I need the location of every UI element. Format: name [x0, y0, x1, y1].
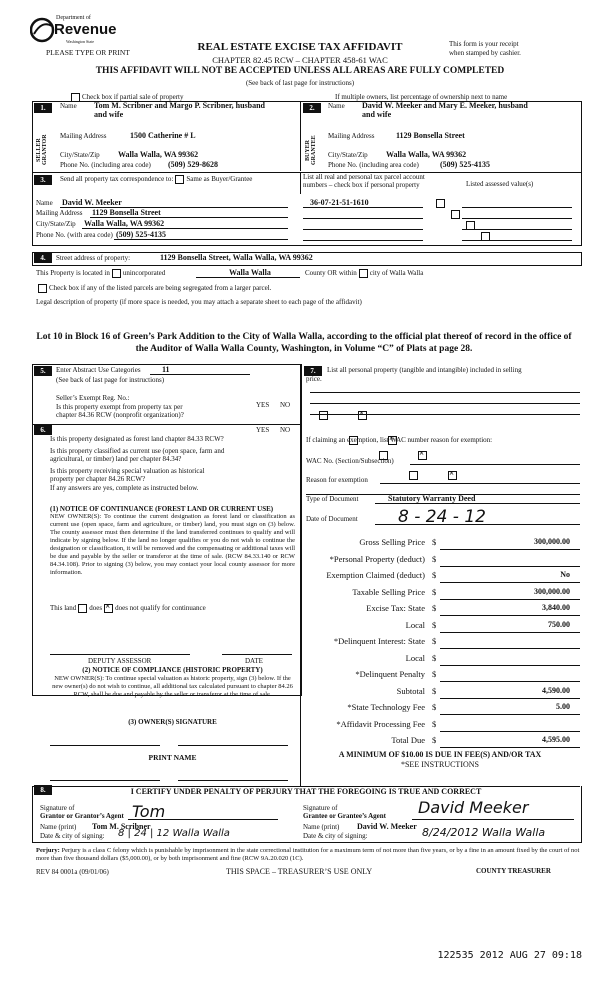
tax-row	[300, 620, 580, 633]
tax-row	[300, 653, 580, 666]
buyer-phone[interactable]: (509) 525-4135	[440, 160, 490, 169]
grantor-sig-label1: Signature of	[40, 804, 75, 812]
doc-type[interactable]: Statutory Warranty Deed	[388, 494, 476, 503]
owner-sig-line-2	[178, 745, 288, 746]
tax-row-label: Exemption Claimed (deduct)	[326, 570, 425, 580]
tax-row-line	[440, 698, 580, 699]
property-county[interactable]: Walla Walla	[229, 268, 271, 277]
certify-statement: I CERTIFY UNDER PENALTY OF PERJURY THAT THE FOREGOING IS TRUE AND CORRECT	[130, 787, 482, 796]
s6-q3-yes[interactable]	[409, 471, 418, 480]
tax-row-label: Total Due	[391, 735, 425, 745]
section7-number: 7.	[304, 366, 322, 376]
form-title: REAL ESTATE EXCISE TAX AFFIDAVIT	[197, 41, 403, 53]
s5-no: NO	[280, 401, 291, 409]
parcel-line-2	[303, 218, 423, 219]
assessed-line-1	[462, 207, 572, 208]
send-label: Send all property tax correspondence to:	[60, 175, 174, 184]
seller-phone-label: Phone No. (including area code)	[60, 161, 151, 169]
tax-row-value[interactable]: 5.00	[556, 702, 570, 711]
personal-line-2	[310, 403, 580, 404]
tax-row	[300, 719, 580, 732]
corr-address-line	[90, 217, 288, 218]
receipt-line1: This form is your receipt	[449, 40, 519, 48]
same-as-buyer-checkbox[interactable]	[175, 175, 184, 184]
abstract-value[interactable]: 11	[162, 365, 170, 374]
grantee-sig-line	[412, 819, 574, 820]
owner-sig-line-1	[50, 745, 160, 746]
exempt-reg-label: Seller’s Exempt Reg. No.:	[56, 394, 130, 402]
tax-row-line	[440, 582, 580, 583]
notice1-text: NEW OWNER(S): To continue the current designation as forest land or classification as current use (open space, farm and agriculture, or timber) land, you must sign on (3) below. The county assessor must then determine if the land transferred continues to qualify and will indicate by signing below. If the land no longer qualifies or you do not wish to continue the designation or classification, it will be removed and the compensating or additional taxes will be due and payable by the seller or transferor at the time of sale. (RCW 84.33.140 or RCW 84.34.108). Prior to signing (3) below, you may contact your local county assessor for more information.	[50, 513, 295, 576]
tax-row-dollar: $	[432, 586, 437, 597]
exemption-label: If claiming an exemption, list WAC number reason for exemption:	[306, 436, 493, 444]
tax-row-label: Local	[405, 619, 425, 630]
section5-number: 5.	[34, 366, 52, 376]
print-name-label: PRINT NAME	[148, 753, 197, 762]
notice2-title: (2) NOTICE OF COMPLIANCE (HISTORIC PROPERTY)	[82, 666, 263, 674]
treasurer-space: THIS SPACE – TREASURER’S USE ONLY	[226, 867, 373, 876]
personal-label2: price.	[306, 375, 322, 383]
s5-no-checkbox[interactable]	[358, 411, 367, 420]
assessed-line-3	[462, 229, 572, 230]
tax-row-line	[440, 747, 580, 748]
tax-row-dollar: $	[432, 570, 437, 580]
grantor-sig-line	[128, 819, 278, 820]
corr-city-label: City/State/Zip	[36, 220, 76, 228]
buyer-address-label: Mailing Address	[328, 132, 375, 140]
partial-sale-label: Check box if partial sale of property	[82, 93, 184, 102]
doc-date[interactable]: 8 - 24 - 12	[398, 507, 486, 527]
section3-divider	[300, 172, 301, 194]
reason-label: Reason for exemption	[306, 476, 368, 484]
parcel-personal-checkbox-2[interactable]	[451, 210, 460, 219]
tax-row	[300, 686, 580, 699]
tax-row-line	[440, 615, 580, 616]
s6-q2-no[interactable]	[418, 451, 427, 460]
tax-row-dollar: $	[432, 735, 437, 745]
corr-city[interactable]: Walla Walla, WA 99362	[84, 219, 165, 228]
doc-type-label: Type of Document	[306, 495, 359, 503]
exempt-q2: chapter 84.36 RCW (nonprofit organization)?	[56, 411, 184, 419]
s6-yes: YES	[256, 426, 270, 434]
legal-description[interactable]: Lot 10 in Block 16 of Green’s Park Addition to the City of Walla Walla, according to the official plat thereof of record in the office of the Auditor of Walla Walla County, Washington, in Volume “C” of Plats at page 28.	[36, 332, 572, 354]
deputy-date-line	[222, 654, 292, 655]
s5-yes: YES	[256, 401, 270, 409]
seller-side-label: SELLER GRANTOR	[36, 134, 48, 166]
see-instructions: *SEE INSTRUCTIONS	[400, 760, 479, 769]
corr-address-label: Mailing Address	[36, 209, 83, 217]
tax-row-label: *Affidavit Processing Fee	[336, 718, 425, 729]
tax-row-line	[440, 632, 580, 633]
perjury-text: Perjury is a class C felony which is punishable by imprisonment in the state correctional institution for a maximum term of not more than five years, or by a fine in an amount fixed by the court of not more than five thousand dollars ($5,000.00), or by both imprisonment and fine (RCW 9A.20.020 (1C).	[36, 847, 580, 862]
parcel-number[interactable]: 36-07-21-51-1610	[310, 198, 369, 207]
located-label: This Property is located in	[36, 269, 110, 278]
does-not-label: does not qualify for continuance	[115, 604, 206, 613]
tax-row-dollar: $	[432, 652, 437, 663]
county-treasurer: COUNTY TREASURER	[476, 867, 551, 875]
grantee-signature[interactable]: David Meeker	[418, 798, 529, 817]
reason-line	[380, 483, 580, 484]
deputy-label: DEPUTY ASSESSOR	[88, 657, 152, 665]
agency-logo-text: Revenue	[54, 21, 117, 38]
tax-row-value[interactable]: 4,590.00	[542, 685, 570, 695]
corr-phone-label: Phone No. (with area code)	[36, 231, 113, 239]
tax-row-label: Local	[405, 652, 425, 663]
tax-row-line	[440, 714, 580, 715]
doc-date-line	[375, 524, 580, 525]
buyer-city[interactable]: Walla Walla, WA 99362	[386, 150, 467, 159]
grantor-name[interactable]: Tom M. Scribner	[92, 822, 151, 831]
cashier-stamp: 122535 2012 AUG 27 09:18	[437, 950, 582, 961]
wac-line	[410, 464, 580, 465]
grantee-date-label: Date & city of signing:	[303, 832, 368, 840]
receipt-note	[449, 40, 521, 58]
tax-row	[300, 669, 580, 682]
section1-number: 1.	[34, 103, 52, 113]
abstract-label: Enter Abstract Use Categories	[56, 366, 141, 374]
multiple-owners-note: If multiple owners, list percentage of ownership next to name	[335, 93, 508, 101]
tax-row-value[interactable]: 3,840.00	[542, 603, 570, 612]
county-label: County OR within	[305, 269, 357, 278]
seller-phone[interactable]: (509) 529-8628	[168, 160, 218, 169]
segregated-label: Check box if any of the listed parcels are being segregated from a larger parcel.	[49, 284, 272, 293]
personal-line-3	[310, 414, 580, 415]
s6-q1: Is this property designated as forest land chapter 84.33 RCW?	[50, 435, 224, 443]
this-land-label: This land	[50, 604, 77, 613]
tax-row-line	[440, 599, 580, 600]
form-chapter: CHAPTER 82.45 RCW – CHAPTER 458-61 WAC	[212, 55, 388, 65]
grantee-name[interactable]: David W. Meeker	[357, 822, 417, 831]
corr-address[interactable]: 1129 Bonsella Street	[92, 208, 161, 217]
corr-name[interactable]: David W. Meeker	[62, 198, 122, 207]
parcel-line-4	[303, 240, 423, 241]
tax-row	[300, 570, 580, 583]
tax-row-value[interactable]: 4,595.00	[542, 735, 570, 744]
s6-q3-no[interactable]	[448, 471, 457, 480]
seller-name-cont[interactable]: and wife	[94, 110, 124, 119]
tax-row	[300, 554, 580, 567]
tax-row-dollar: $	[432, 685, 437, 696]
buyer-name-cont[interactable]: and wife	[362, 110, 392, 119]
doc-date-label: Date of Document	[306, 515, 358, 523]
tax-row-value[interactable]: 300,000.00	[534, 537, 570, 546]
does-checkbox[interactable]	[78, 604, 87, 613]
continuance-line	[50, 604, 206, 613]
seller-city[interactable]: Walla Walla, WA 99362	[118, 150, 199, 159]
abstract-line	[150, 374, 250, 375]
form-revision: REV 84 0001a (09/01/06)	[36, 868, 109, 876]
street-label: Street address of property:	[56, 254, 131, 262]
perjury-title: Perjury:	[36, 847, 60, 854]
tax-row-line	[440, 566, 580, 567]
tax-row-label: *State Technology Fee	[347, 702, 425, 712]
tax-row-label: Gross Selling Price	[359, 537, 425, 547]
buyer-name[interactable]: David W. Meeker and Mary E. Meeker, husband	[362, 101, 528, 110]
tax-row-dollar: $	[432, 619, 437, 630]
tax-row-line	[440, 648, 580, 649]
grantor-date[interactable]: 8 | 24 | 12 Walla Walla	[118, 828, 230, 839]
tax-row-label: Taxable Selling Price	[352, 586, 425, 597]
receipt-line2: when stamped by cashier.	[449, 49, 521, 57]
property-street[interactable]: 1129 Bonsella Street, Walla Walla, WA 99362	[160, 253, 313, 262]
personal-line-1	[310, 392, 580, 393]
tax-row-dollar: $	[432, 537, 437, 547]
s6-q2a: Is this property classified as current use (open space, farm and	[50, 447, 225, 455]
tax-row-line	[440, 681, 580, 682]
city-label: city of Walla Walla	[369, 269, 424, 278]
tax-row-label: *Personal Property (deduct)	[329, 553, 425, 564]
tax-row	[300, 702, 580, 715]
county-line	[196, 277, 300, 278]
corr-phone-line	[114, 239, 288, 240]
tax-row-value[interactable]: 750.00	[548, 619, 570, 629]
minimum-note: A MINIMUM OF $10.00 IS DUE IN FEE(S) AND/OR TAX	[338, 750, 542, 759]
print-name-line-2	[178, 780, 288, 781]
city-checkbox[interactable]	[359, 269, 368, 278]
same-as-buyer-label: Same as Buyer/Grantee	[186, 175, 253, 184]
print-name-line-1	[50, 780, 160, 781]
unincorporated-checkbox[interactable]	[112, 269, 121, 278]
grantee-date[interactable]: 8/24/2012 Walla Walla	[422, 826, 546, 839]
seller-address-label: Mailing Address	[60, 132, 107, 140]
tax-row	[300, 537, 580, 550]
wac-label: WAC No. (Section/Subsection)	[306, 457, 394, 465]
section3-number: 3.	[34, 175, 52, 185]
notice2-text: NEW OWNER(S): To continue special valuation as historic property, sign (3) below. If the new owner(s) do not wish to continue, all additional tax calculated pursuant to chapter 84.26 RCW, shall be due and payable by the seller or transferor at the time of sale.	[52, 675, 293, 698]
grantor-date-label: Date & city of signing:	[40, 832, 105, 840]
buyer-city-label: City/State/Zip	[328, 151, 368, 159]
parcel-personal-checkbox-1[interactable]	[436, 199, 445, 208]
parcel-label	[303, 173, 425, 189]
exempt-q1: Is this property exempt from property tax per	[56, 403, 183, 411]
tax-row-line	[440, 731, 580, 732]
see-back-note: (See back of last page for instructions)	[245, 79, 355, 87]
parcel-line-3	[303, 229, 423, 230]
section6-number: 6.	[34, 425, 52, 435]
parcel-label2: numbers – check box if personal property	[303, 181, 420, 189]
unincorporated-label: unincorporated	[122, 269, 166, 278]
assessed-line-2	[462, 218, 572, 219]
tax-row-dollar: $	[432, 603, 437, 613]
tax-row-label: *Delinquent Interest: State	[333, 636, 425, 646]
personal-label1: List all personal property (tangible and intangible) included in selling	[327, 366, 522, 374]
parcel-label1: List all real and personal tax parcel account	[303, 173, 425, 181]
grantee-name-label: Name (print)	[303, 823, 340, 831]
corr-phone[interactable]: (509) 525-4135	[116, 230, 166, 239]
seller-city-label: City/State/Zip	[60, 151, 100, 159]
segregated-line	[36, 284, 271, 293]
s6-top-rule	[32, 424, 300, 425]
buyer-side-label: BUYER GRANTEE	[305, 135, 317, 165]
section2-number: 2.	[303, 103, 321, 113]
section5-see-back: (See back of last page for instructions)	[56, 376, 165, 384]
send-correspondence	[60, 175, 252, 184]
buyer-name-label: Name	[328, 102, 345, 110]
s5-yes-checkbox[interactable]	[319, 411, 328, 420]
tax-row-label: Subtotal	[396, 685, 425, 696]
seller-name-label: Name	[60, 102, 77, 110]
tax-row-dollar: $	[432, 702, 437, 712]
tax-row-dollar: $	[432, 669, 437, 679]
perjury-note	[36, 847, 580, 863]
section8-number: 8.	[34, 785, 52, 795]
tax-row-dollar: $	[432, 636, 437, 646]
doc-type-line	[375, 503, 580, 504]
assessed-label: Listed assessed value(s)	[466, 180, 534, 188]
s6-q3b: property per chapter 84.26 RCW?	[50, 475, 146, 483]
grantor-signature[interactable]: Tom	[132, 802, 166, 821]
tax-row-dollar: $	[432, 553, 437, 564]
seller-name[interactable]: Tom M. Scribner and Margo P. Scribner, husband	[94, 101, 265, 110]
section4-number: 4.	[34, 253, 52, 263]
tax-row-dollar: $	[432, 718, 437, 729]
tax-row-label: Excise Tax: State	[366, 603, 425, 613]
parcel-line-1	[303, 207, 423, 208]
tax-row	[300, 735, 580, 748]
legal-label: Legal description of property (if more space is needed, you may attach a separate sheet to each page of the affidavit)	[36, 298, 362, 306]
tax-row-line	[440, 665, 580, 666]
tax-row	[300, 603, 580, 616]
segregated-checkbox[interactable]	[38, 284, 47, 293]
grantor-name-label: Name (print)	[40, 823, 77, 831]
tax-row	[300, 636, 580, 649]
deputy-line	[50, 654, 190, 655]
tax-row-value[interactable]: No	[560, 570, 570, 579]
s6-q4: If any answers are yes, complete as instructed below.	[50, 484, 199, 492]
form-warning: THIS AFFIDAVIT WILL NOT BE ACCEPTED UNLESS ALL AREAS ARE FULLY COMPLETED	[95, 66, 505, 76]
corr-name-label: Name	[36, 199, 53, 207]
tax-row-value[interactable]: 300,000.00	[534, 586, 570, 596]
notice1-title: (1) NOTICE OF CONTINUANCE (FOREST LAND OR CURRENT USE)	[50, 505, 274, 513]
assessed-line-4	[462, 240, 572, 241]
agency-line2: Washington State	[66, 39, 95, 44]
s6-q2b: agricultural, or timber) land per chapter 84.34?	[50, 455, 182, 463]
corr-city-line	[82, 228, 288, 229]
tax-row-label: *Delinquent Penalty	[355, 669, 425, 679]
owner-sig-label: (3) OWNER(S) SIGNATURE	[128, 718, 217, 726]
grantee-sig-label2: Grantee or Grantee’s Agent	[303, 812, 387, 820]
grantee-sig-label1: Signature of	[303, 804, 338, 812]
grantor-sig-label2: Grantor or Grantor’s Agent	[40, 812, 124, 820]
parties-divider	[300, 101, 301, 171]
s6-no: NO	[280, 426, 291, 434]
tax-row-line	[440, 549, 580, 550]
does-label: does	[89, 604, 103, 613]
tax-row	[300, 587, 580, 600]
s6-q3a: Is this property receiving special valuation as historical	[50, 467, 205, 475]
county-within	[305, 269, 423, 278]
please-type: PLEASE TYPE OR PRINT	[46, 48, 130, 57]
location-line	[36, 269, 165, 278]
seller-address[interactable]: 1500 Catherine # L	[130, 131, 196, 140]
deputy-date-label: DATE	[245, 657, 263, 665]
buyer-address[interactable]: 1129 Bonsella Street	[396, 131, 465, 140]
buyer-phone-label: Phone No. (including area code)	[328, 161, 419, 169]
agency-line1: Department of	[56, 15, 91, 21]
does-not-checkbox[interactable]	[104, 604, 113, 613]
